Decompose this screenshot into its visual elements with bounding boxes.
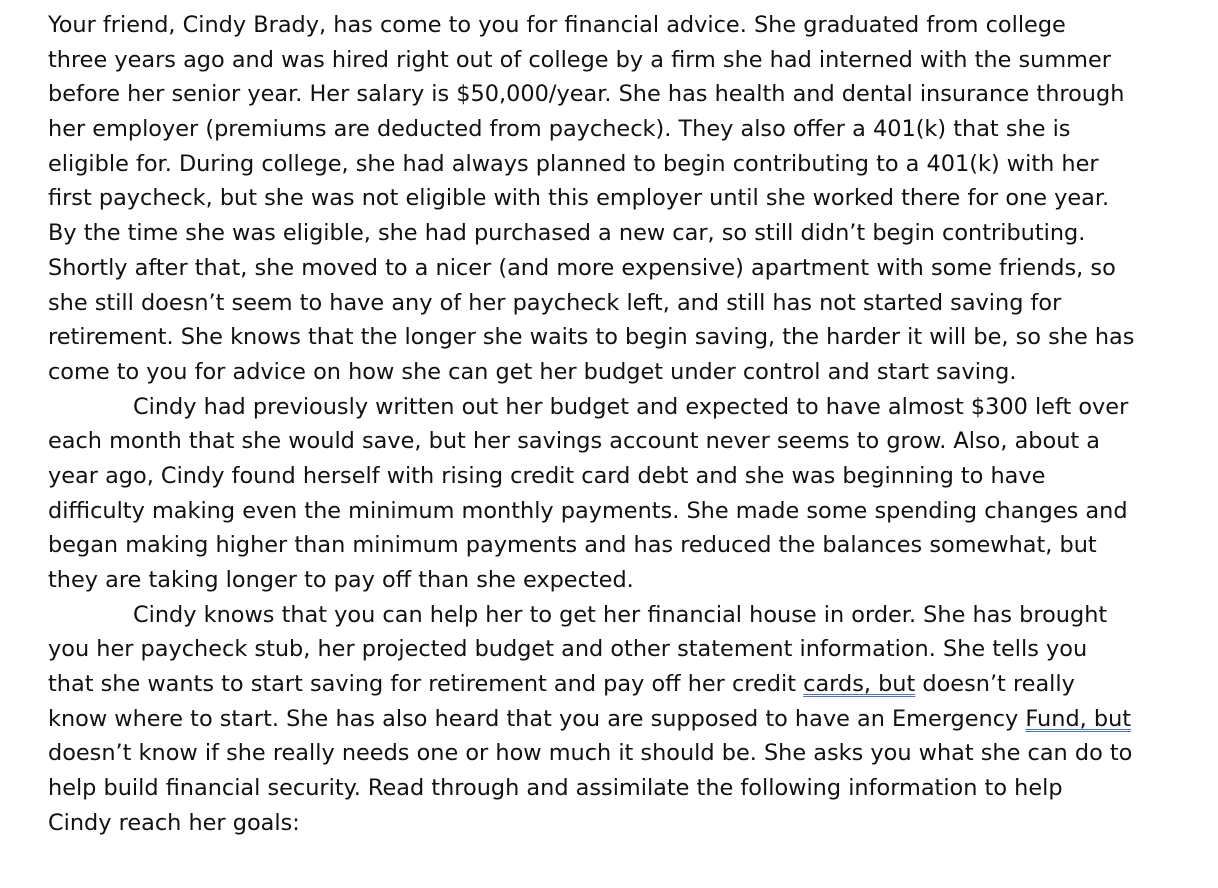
paragraph-line: three years ago and was hired right out of college by a firm she had interned with the summer: [48, 46, 1111, 73]
paragraph-line: she still doesn’t seem to have any of her paycheck left, and still has not started saving for: [48, 289, 1062, 316]
paragraph-line: before her senior year. Her salary is $50,000/year. She has health and dental insurance through: [48, 81, 1125, 108]
paragraph-line: her employer (premiums are deducted from paycheck). They also offer a 401(k) that she is: [48, 116, 1071, 143]
text-run: that she wants to start saving for retirement and pay off her credit: [48, 671, 804, 698]
grammar-suggestion-underline[interactable]: Fund, but: [1025, 705, 1132, 732]
paragraph-line: Cindy reach her goals:: [48, 809, 300, 836]
paragraph-line: doesn’t know if she really needs one or how much it should be. She asks you what she can do to: [48, 740, 1133, 767]
paragraph-line: [48, 702, 1208, 737]
paragraph-2: [48, 390, 1208, 598]
paragraph-line: began making higher than minimum payments and has reduced the balances somewhat, but: [48, 532, 1097, 559]
paragraph-line: retirement. She knows that the longer she waits to begin saving, the harder it will be, so she has: [48, 324, 1135, 351]
paragraph-line: Cindy had previously written out her budget and expected to have almost $300 left over: [133, 393, 1129, 420]
paragraph-line: each month that she would save, but her savings account never seems to grow. Also, about a: [48, 428, 1101, 455]
paragraph-3: [48, 598, 1208, 841]
grammar-suggestion-underline[interactable]: cards, but: [803, 671, 916, 698]
paragraph-line: By the time she was eligible, she had purchased a new car, so still didn’t begin contributing.: [48, 220, 1086, 247]
paragraph-line: first paycheck, but she was not eligible with this employer until she worked there for one year.: [48, 185, 1110, 212]
paragraph-line: difficulty making even the minimum monthly payments. She made some spending changes and: [48, 497, 1128, 524]
paragraph-line: come to you for advice on how she can get her budget under control and start saving.: [48, 358, 1017, 385]
paragraph-line: year ago, Cindy found herself with rising credit card debt and she was beginning to have: [48, 462, 1046, 489]
paragraph-line: eligible for. During college, she had always planned to begin contributing to a 401(k) with her: [48, 150, 1099, 177]
text-run: know where to start. She has also heard that you are supposed to have an Emergency: [48, 705, 1026, 732]
paragraph-line: help build financial security. Read through and assimilate the following information to help: [48, 775, 1063, 802]
paragraph-1: [48, 8, 1208, 390]
document-body: [48, 8, 1208, 841]
paragraph-line: they are taking longer to pay off than she expected.: [48, 567, 634, 593]
paragraph-line: [48, 667, 1208, 702]
paragraph-line: Shortly after that, she moved to a nicer (and more expensive) apartment with some friends, so: [48, 254, 1116, 281]
paragraph-line: you her paycheck stub, her projected budget and other statement information. She tells you: [48, 636, 1088, 663]
paragraph-line: Your friend, Cindy Brady, has come to you for financial advice. She graduated from college: [48, 12, 1066, 38]
paragraph-line: Cindy knows that you can help her to get her financial house in order. She has brought: [133, 601, 1108, 628]
text-run: doesn’t really: [915, 671, 1075, 698]
